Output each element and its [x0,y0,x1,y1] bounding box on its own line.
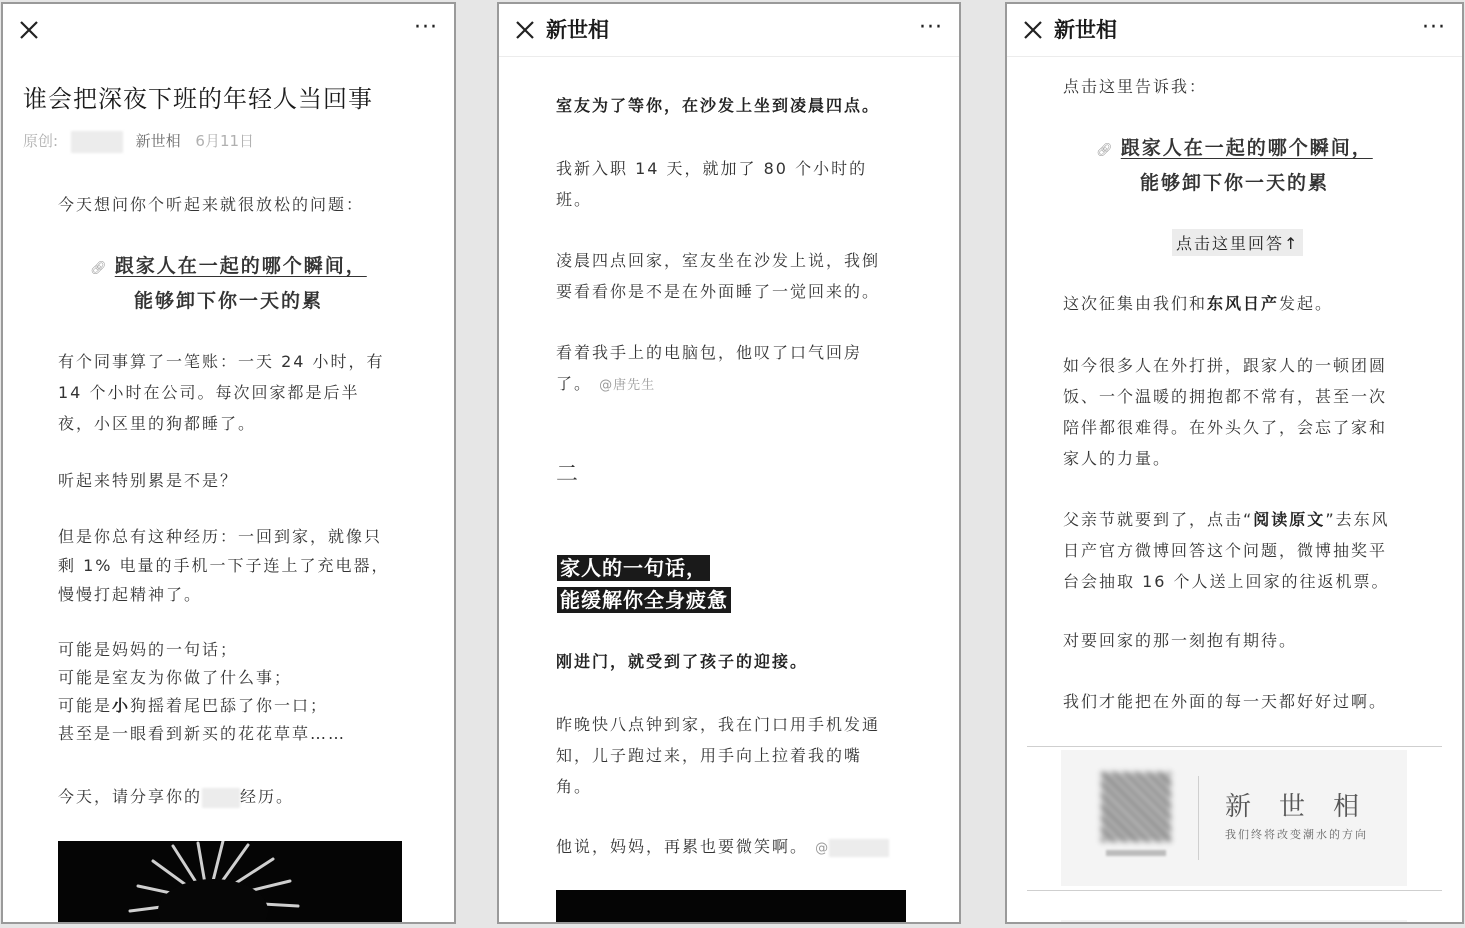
link-text-line2[interactable]: 能够卸下你一天的累 [133,290,323,312]
reply-button[interactable]: 点击这里回答↑ [1172,229,1303,256]
brand-name: 东风日产 [1207,294,1280,313]
line: 昨晚快八点钟到家，我在门口用手机发通 [556,715,881,734]
text: 狗摇着尾巴舔了你一口； [130,696,329,715]
card-account-name: 新世相 [1225,792,1388,822]
more-options-icon[interactable]: ··· [414,15,438,40]
highlight-heading-line1: 家人的一句话， [557,555,710,581]
phone-screen-2 [497,2,961,924]
paragraph [58,522,390,609]
line: 剩 1% 电量的手机一下子连上了充电器， [58,556,390,575]
divider [1027,746,1442,747]
mention-author: @唐先生 [599,378,656,393]
text: 这次征集由我们和 [1063,294,1208,313]
article-image [556,890,906,924]
author-name-blurred [71,131,123,153]
image-content [58,841,402,924]
next-card-edge [1061,920,1407,924]
line: 台会抽取 16 个人送上回家的往返机票。 [1063,572,1390,591]
text: 可能是 [58,696,113,715]
line: 看着我手上的电脑包，他叹了口气回房 [556,343,863,362]
text: 他说，妈妈，再累也要微笑啊。 [556,837,809,856]
link-text-line1[interactable]: 跟家人在一起的哪个瞬间， [1120,137,1373,159]
line: 要看看你是不是在外面睡了一觉回来的。 [556,282,881,301]
paragraph [556,709,880,802]
card-slogan: 我们终将改变潮水的方向 [1225,828,1368,841]
article-image [58,841,402,924]
line: 甚至是一眼看到新买的花花草草…… [58,724,347,743]
paragraph [58,346,385,439]
line [556,368,862,401]
text-bold: 阅读原文 [1253,510,1326,529]
line: 如今很多人在外打拼，跟家人的一顿团圆 [1063,356,1388,375]
article-link[interactable] [3,250,454,317]
account-name-link[interactable]: 新世相 [135,132,181,150]
paragraph [556,832,889,864]
link-text-line2[interactable]: 能够卸下你一天的累 [1139,172,1329,194]
line: 知，儿子跑过来，用手向上拉着我的嘴 [556,746,863,765]
section-number: 二 [556,462,581,487]
close-icon[interactable] [15,16,43,44]
nav-title: 新世相 [546,18,609,42]
original-label: 原创: [23,132,59,150]
quote-lead: 室友为了等你，在沙发上坐到凌晨四点。 [556,96,881,115]
publish-date: 6月11日 [195,132,255,150]
blurred-name [829,839,889,857]
qr-code[interactable] [1101,772,1171,842]
top-nav-bar [3,4,454,56]
paragraph [556,337,862,401]
paragraph [58,782,294,812]
mention-author: @ [815,841,830,856]
paragraph [1063,350,1387,474]
text-bold: 小 [112,696,131,715]
article-meta [23,130,254,153]
phone-screen-3 [1005,2,1464,924]
line: 陪伴都很难得。在外头久了，会忘了家和 [1063,418,1388,437]
more-options-icon[interactable]: ··· [919,15,943,40]
link-icon: 🔗︎ [90,261,109,276]
link-text-line1[interactable]: 跟家人在一起的哪个瞬间， [114,255,367,277]
text: 经历。 [240,787,295,806]
line: 凌晨四点回家，室友坐在沙发上说，我倒 [556,251,881,270]
nav-title: 新世相 [1054,18,1117,42]
text: 了。 [556,374,593,393]
top-nav-bar [499,4,959,57]
line: 慢慢打起精神了。 [58,585,203,604]
close-icon[interactable] [1019,16,1047,44]
paragraph: 我们才能把在外面的每一天都好好过啊。 [1063,692,1388,711]
qr-caption-blurred [1106,850,1166,856]
article-title: 谁会把深夜下班的年轻人当回事 [23,85,373,113]
close-icon[interactable] [511,16,539,44]
line: 日产官方微博回答这个问题，微博抽奖平 [1063,541,1388,560]
paragraph: 点击这里告诉我： [1063,77,1208,96]
line: 饭、一个温暖的拥抱都不常有，甚至一次 [1063,387,1388,406]
line [58,692,346,720]
paragraph [556,153,867,215]
text: 今天，请分享你的 [58,787,203,806]
line: 我新入职 14 天，就加了 80 个小时的 [556,159,868,178]
paragraph: 听起来特别累是不是？ [58,471,239,490]
line [1063,504,1390,535]
paragraph [1063,289,1333,319]
paragraph [58,636,346,748]
paragraph [1063,504,1390,597]
account-qr-card [1061,750,1407,886]
paragraph [556,245,880,307]
line: 可能是妈妈的一句话； [58,640,239,659]
line: 有个同事算了一笔账：一天 24 小时，有 [58,352,385,371]
line: 夜，小区里的狗都睡了。 [58,414,257,433]
more-options-icon[interactable]: ··· [1422,15,1446,40]
line: 但是你总有这种经历：一回到家，就像只 [58,527,383,546]
card-divider [1198,776,1199,860]
line: 可能是室友为你做了什么事； [58,668,293,687]
text: 父亲节就要到了，点击“ [1063,510,1254,529]
text: ”去东风 [1325,510,1390,529]
blurred-word [202,788,240,808]
divider [1027,890,1442,891]
paragraph: 今天想问你个听起来就很放松的问题： [58,195,365,214]
quote-lead: 刚进门，就受到了孩子的迎接。 [556,652,809,671]
top-nav-bar [1007,4,1462,57]
article-link[interactable] [1007,132,1462,199]
text: 发起。 [1279,294,1334,313]
highlight-heading-line2: 能缓解你全身疲惫 [557,587,731,613]
line: 家人的力量。 [1063,449,1172,468]
phone-screen-1 [1,2,456,924]
line: 角。 [556,777,593,796]
line: 班。 [556,190,593,209]
line: 14 个小时在公司。每次回家都是后半 [58,383,360,402]
link-icon: 🔗︎ [1096,143,1115,158]
paragraph: 对要回家的那一刻抱有期待。 [1063,631,1298,650]
